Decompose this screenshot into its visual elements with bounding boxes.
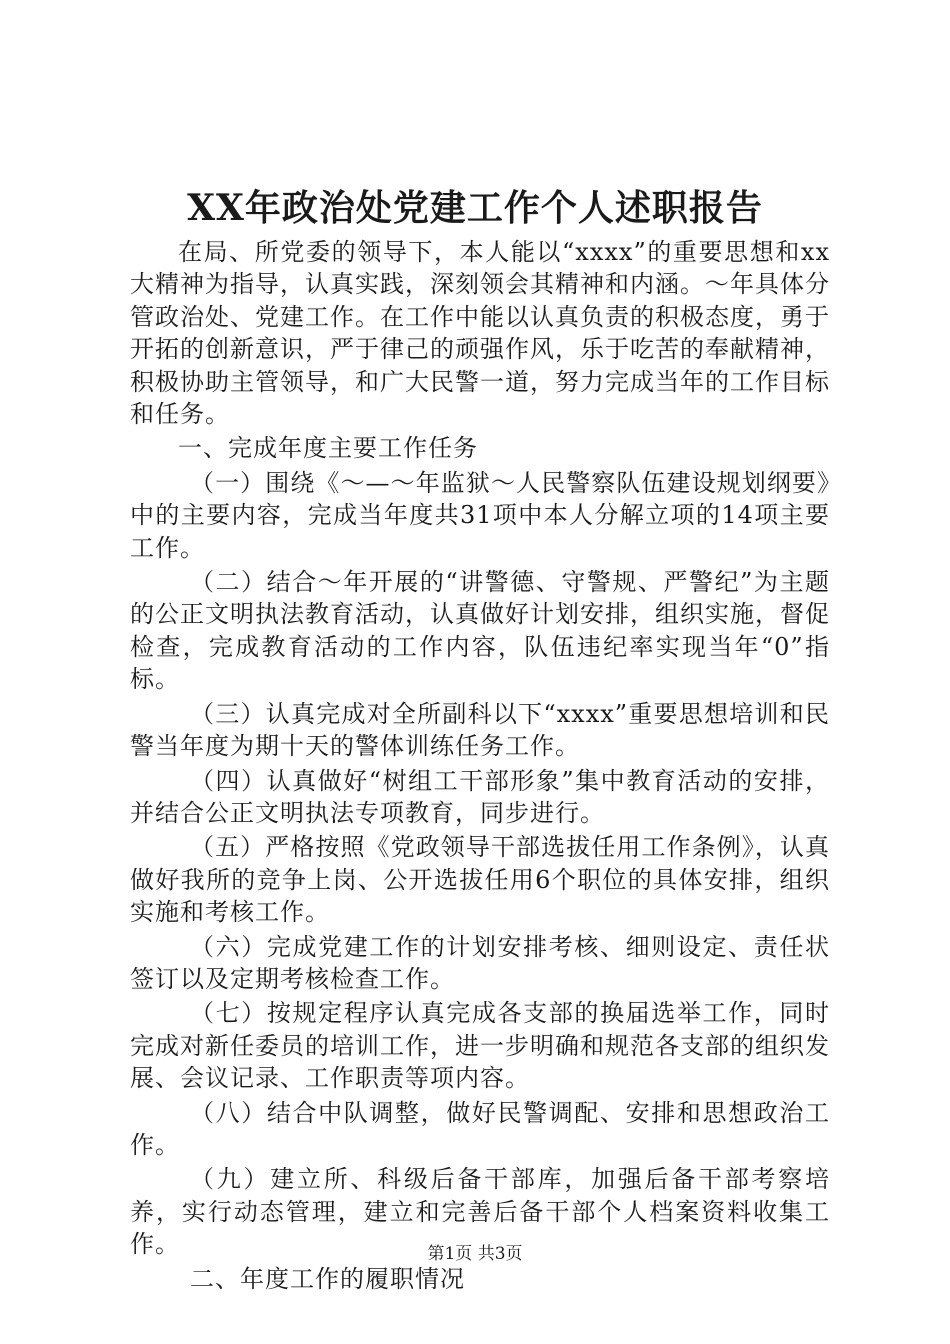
list-item: （八）结合中队调整，做好民警调配、安排和思想政治工作。 bbox=[130, 1098, 830, 1159]
list-item: （三）认真完成对全所副科以下“xxxx”重要思想培训和民警当年度为期十天的警体训练任务工作。 bbox=[130, 699, 830, 761]
page-footer: 第1页 共3页 bbox=[427, 1244, 523, 1264]
section-heading-1: 一、完成年度主要工作任务 bbox=[178, 434, 478, 463]
list-item: （五）严格按照《党政领导干部选拔任用工作条例》，认真做好我所的竞争上岗、公开选拔任用6个职位的具体安排，组织实施和考核工作。 bbox=[130, 833, 830, 927]
list-item: （六）完成党建工作的计划安排考核、细则设定、责任状签订以及定期考核检查工作。 bbox=[130, 932, 830, 993]
list-item: （二）结合～年开展的“讲警德、守警规、严警纪”为主题的公正文明执法教育活动，认真做好计划安排，组织实施，督促检查，完成教育活动的工作内容，队伍违纪率实现当年“0”指标。 bbox=[130, 568, 830, 694]
document-body bbox=[130, 236, 830, 1295]
section-heading-2: 二、年度工作的履职情况 bbox=[190, 1264, 465, 1293]
list-item: （九）建立所、科级后备干部库，加强后备干部考察培养，实行动态管理，建立和完善后备干部个人档案资料收集工作。 bbox=[130, 1165, 830, 1259]
list-item: （四）认真做好“树组工干部形象”集中教育活动的安排，并结合公正文明执法专项教育，同步进行。 bbox=[130, 766, 830, 827]
document-title: XX年政治处党建工作个人述职报告 bbox=[187, 187, 763, 229]
list-item: （七）按规定程序认真完成各支部的换届选举工作，同时完成对新任委员的培训工作，进一步明确和规范各支部的组织发展、会议记录、工作职责等项内容。 bbox=[130, 999, 830, 1093]
list-item: （一）围绕《～—～年监狱～人民警察队伍建设规划纲要》中的主要内容，完成当年度共31项中本人分解立项的14项主要工作。 bbox=[130, 468, 830, 562]
intro-paragraph: 在局、所党委的领导下，本人能以“xxxx”的重要思想和xx大精神为指导，认真实践，深刻领会其精神和内涵。～年具体分管政治处、党建工作。在工作中能以认真负责的积极态度，勇于开拓的创新意识，严于律己的顽强作风，乐于吃苦的奉献精神，积极协助主管领导，和广大民警一道，努力完成当年的工作目标和任务。 bbox=[130, 238, 830, 429]
